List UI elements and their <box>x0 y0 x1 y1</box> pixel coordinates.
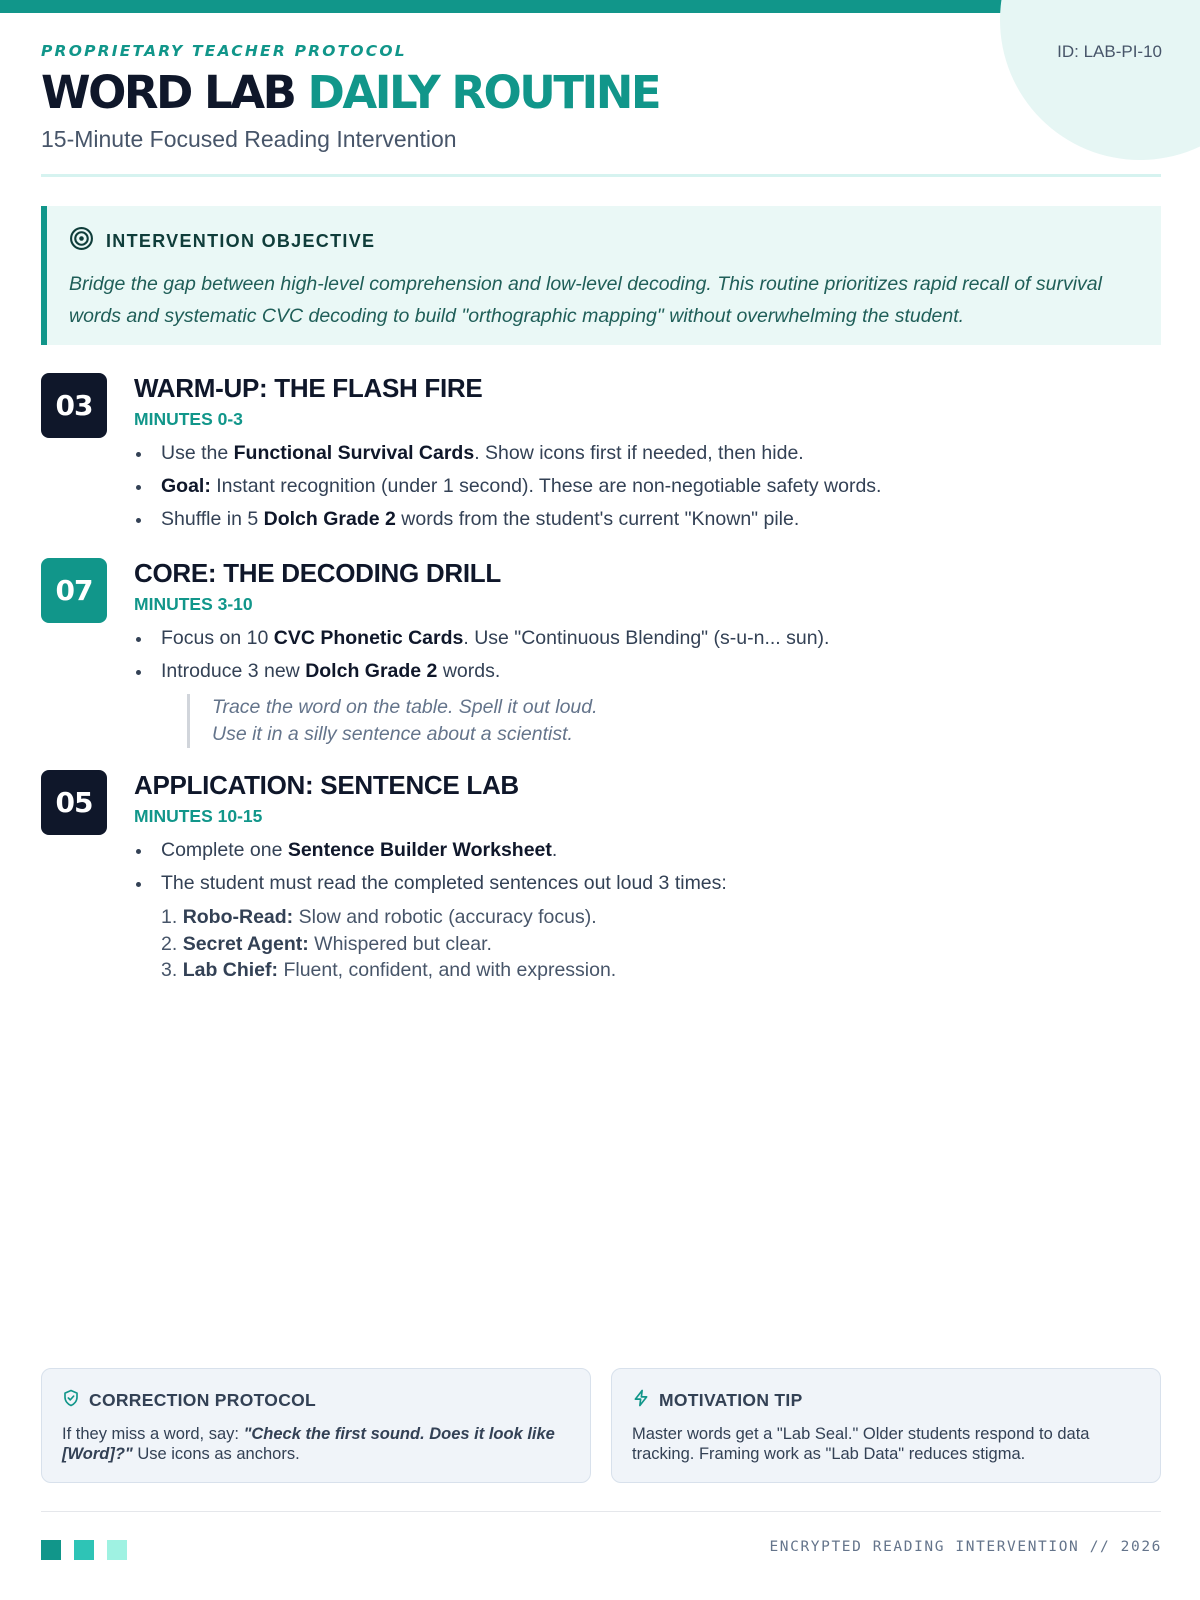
list-item: Use the Functional Survival Cards. Show icons first if needed, then hide. <box>134 437 1154 470</box>
page-subtitle: 15-Minute Focused Reading Intervention <box>41 126 457 152</box>
document-id: ID: LAB-PI-10 <box>1057 42 1162 61</box>
title-accent-part: DAILY ROUTINE <box>307 66 660 119</box>
reading-step: 3. Lab Chief: Fluent, confident, and with expression. <box>161 959 617 981</box>
section-bullet-list <box>134 622 1154 688</box>
section-minutes: MINUTES 10-15 <box>134 806 263 826</box>
footer-swatch-mid <box>74 1540 94 1560</box>
motivation-tip-card <box>611 1368 1161 1483</box>
reading-step: 2. Secret Agent: Whispered but clear. <box>161 932 492 955</box>
section-duration-badge: 07 <box>41 558 107 623</box>
section-bullet-list <box>134 834 1154 900</box>
section-minutes: MINUTES 0-3 <box>134 409 243 429</box>
list-item: Introduce 3 new Dolch Grade 2 words. <box>134 655 1154 688</box>
footer-swatch-light <box>107 1540 127 1560</box>
card-title: MOTIVATION TIP <box>659 1390 803 1410</box>
list-item: Shuffle in 5 Dolch Grade 2 words from the student's current "Known" pile. <box>134 503 1154 536</box>
footer-divider <box>41 1511 1161 1512</box>
objective-text: Bridge the gap between high-level comprehension and low-level decoding. This routine prioritizes rapid recall of survival words and systematic CVC decoding to build "orthographic mapping" without overwhelming the student. <box>69 273 1102 327</box>
list-item: Focus on 10 CVC Phonetic Cards. Use "Continuous Blending" (s-u-n... sun). <box>134 622 1154 655</box>
card-title: CORRECTION PROTOCOL <box>89 1390 317 1410</box>
correction-protocol-card <box>41 1368 591 1483</box>
list-item: Complete one Sentence Builder Worksheet. <box>134 834 1154 867</box>
list-item: Goal: Instant recognition (under 1 second). These are non-negotiable safety words. <box>134 470 1154 503</box>
footer-text: ENCRYPTED READING INTERVENTION // 2026 <box>769 1539 1162 1555</box>
quote-line: Use it in a silly sentence about a scientist. <box>212 723 573 745</box>
objective-box <box>41 206 1161 345</box>
section-duration-badge: 05 <box>41 770 107 835</box>
quote-line: Trace the word on the table. Spell it out loud. <box>212 696 598 718</box>
objective-label: INTERVENTION OBJECTIVE <box>106 230 376 251</box>
reading-steps-list <box>161 904 1154 984</box>
section-bullet-list <box>134 437 1154 536</box>
header-divider <box>41 174 1161 177</box>
list-item: The student must read the completed sentences out loud 3 times: <box>134 867 1154 900</box>
lightning-icon <box>632 1389 650 1412</box>
section-title: CORE: THE DECODING DRILL <box>134 558 501 588</box>
page-title <box>41 64 1161 122</box>
card-text: Master words get a "Lab Seal." Older students respond to data tracking. Framing work as "Lab Data" reduces stigma. <box>632 1425 1090 1463</box>
section-title: APPLICATION: SENTENCE LAB <box>134 770 519 800</box>
section-minutes: MINUTES 3-10 <box>134 594 253 614</box>
section-duration-badge: 03 <box>41 373 107 438</box>
title-dark-part: WORD LAB <box>41 66 295 119</box>
page-header <box>41 42 1161 153</box>
shield-check-icon <box>62 1389 80 1412</box>
target-icon <box>69 226 94 256</box>
reading-step: 1. Robo-Read: Slow and robotic (accuracy focus). <box>161 906 597 928</box>
section-title: WARM-UP: THE FLASH FIRE <box>134 373 483 403</box>
instruction-quote <box>187 694 1154 748</box>
eyebrow-label: PROPRIETARY TEACHER PROTOCOL <box>41 42 407 60</box>
card-text: If they miss a word, say: "Check the first sound. Does it look like [Word]?" Use icons as anchors. <box>62 1425 555 1463</box>
footer-swatch-dark <box>41 1540 61 1560</box>
